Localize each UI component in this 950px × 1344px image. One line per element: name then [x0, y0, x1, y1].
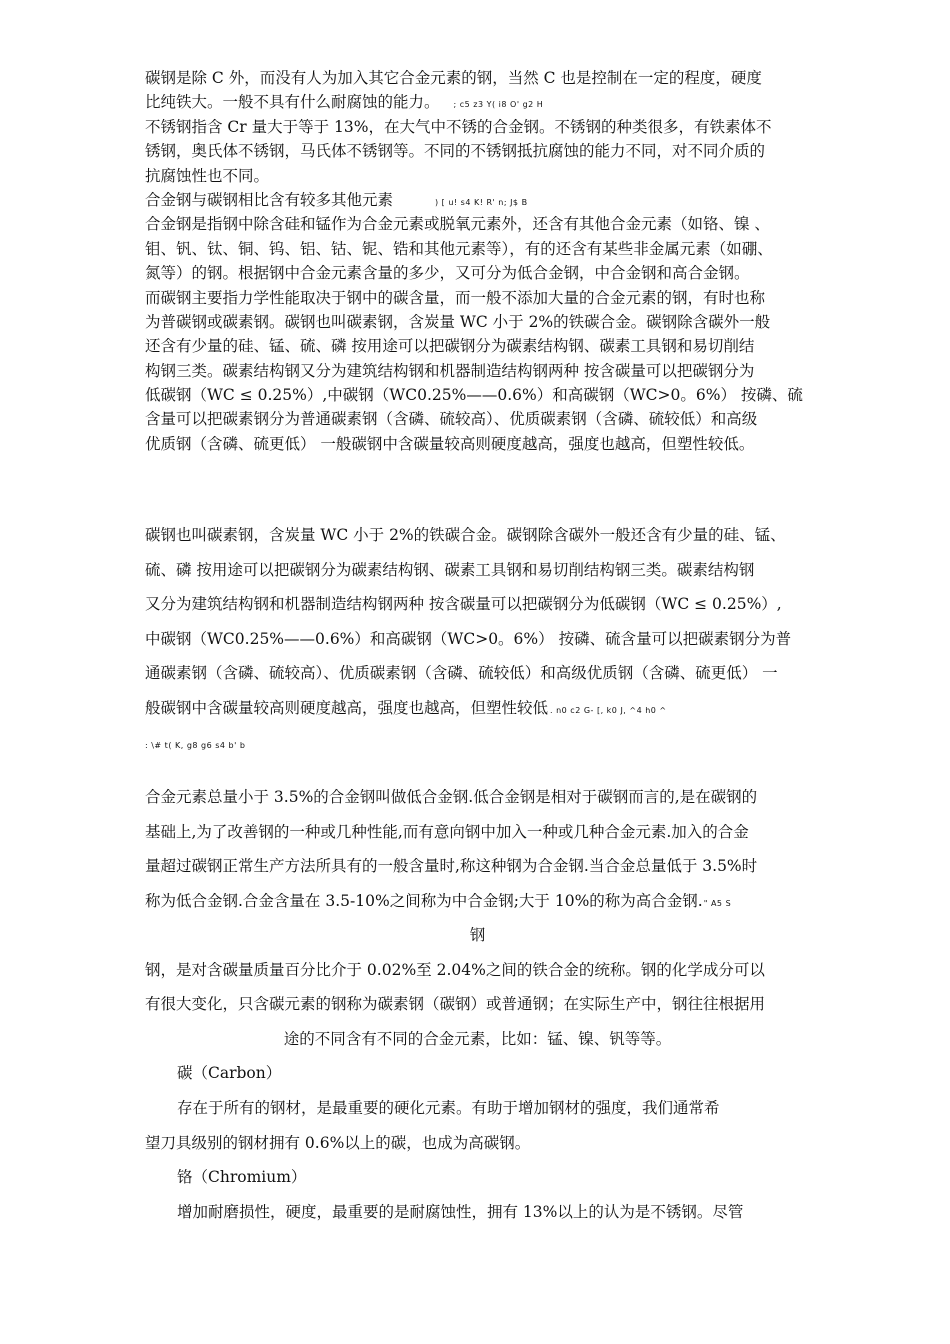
- text-line: 称为低合金钢.合金含量在 3.5-10%之间称为中合金钢;大于 10%的称为高合金钢." A5 S: [145, 891, 732, 910]
- text-line: 硫、磷 按用途可以把碳钢分为碳素结构钢、碳素工具钢和易切削结构钢三类。碳素结构钢: [145, 560, 755, 579]
- text-line: 通碳素钢（含磷、硫较高）、优质碳素钢（含磷、硫较低）和高级优质钢（含磷、硫更低） 一: [145, 664, 778, 683]
- text-line: 增加耐磨损性，硬度，最重要的是耐腐蚀性，拥有 13%以上的认为是不锈钢。尽管: [177, 1202, 744, 1221]
- text-line: 量超过碳钢正常生产方法所具有的一般含量时,称这种钢为合金钢.当合金总量低于 3.5%时: [145, 857, 758, 876]
- noise-text: : \# t( K, g8 g6 s4 b' b: [145, 740, 246, 750]
- text-line: 途的不同含有不同的合金元素，比如：锰、镍、钒等等。: [283, 1029, 672, 1048]
- text-line: 基础上,为了改善钢的一种或几种性能,而有意向钢中加入一种或几种合金元素.加入的合金: [145, 822, 749, 841]
- noise-text: " A5 S: [703, 898, 732, 908]
- text-line: 低碳钢（WC ≤ 0.25%）,中碳钢（WC0.25%——0.6%）和高碳钢（WC>0。6%） 按磷、硫: [145, 386, 803, 405]
- paragraph-block-2: [145, 518, 810, 760]
- text-line: 优质钢（含磷、硫更低） 一般碳钢中含碳量较高则硬度越高，强度也越高，但塑性较低。: [145, 434, 755, 453]
- text-line: 还含有少量的硅、锰、硫、磷 按用途可以把碳钢分为碳素结构钢、碳素工具钢和易切削结: [145, 337, 755, 356]
- subheading-chromium: 铬（Chromium）: [177, 1168, 307, 1187]
- text-line: 存在于所有的钢材，是最重要的硬化元素。有助于增加钢材的强度，我们通常希: [177, 1098, 720, 1117]
- text-line: 为普碳钢或碳素钢。碳钢也叫碳素钢，含炭量 WC 小于 2%的铁碳合金。碳钢除含碳外一般: [145, 312, 771, 331]
- text-line: 比纯铁大。一般不具有什么耐腐蚀的能力。 ; c5 z3 Y( i8 O' g2 H: [145, 93, 544, 112]
- paragraph-block-3: [145, 780, 810, 918]
- text-line: 中碳钢（WC0.25%——0.6%）和高碳钢（WC>0。6%） 按磷、硫含量可以把碳素钢分为普: [145, 629, 792, 648]
- paragraph-block-1: [145, 66, 810, 456]
- text-line: 构钢三类。碳素结构钢又分为建筑结构钢和机器制造结构钢两种 按含碳量可以把碳钢分为: [145, 361, 755, 380]
- text-line: 又分为建筑结构钢和机器制造结构钢两种 按含碳量可以把碳钢分为低碳钢（WC ≤ 0.25%）,: [145, 595, 782, 614]
- text-line: 望刀具级别的钢材拥有 0.6%以上的碳，也成为高碳钢。: [145, 1133, 531, 1152]
- text-line: 钢，是对含碳量质量百分比介于 0.02%至 2.04%之间的铁合金的统称。钢的化学成分可以: [145, 960, 765, 979]
- text-line: 而碳钢主要指力学性能取决于钢中的碳含量，而一般不添加大量的合金元素的钢，有时也称: [145, 288, 766, 307]
- text-line: 锈钢，奥氏体不锈钢，马氏体不锈钢等。不同的不锈钢抵抗腐蚀的能力不同，对不同介质的: [145, 142, 766, 161]
- text-line: 碳钢也叫碳素钢，含炭量 WC 小于 2%的铁碳合金。碳钢除含碳外一般还含有少量的硅、锰、: [145, 526, 786, 544]
- text-line: 钼、钒、钛、铜、钨、铝、钴、铌、锆和其他元素等），有的还含有某些非金属元素（如硼、: [145, 239, 773, 258]
- text-line: 碳钢是除 C 外，而没有人为加入其它合金元素的钢，当然 C 也是控制在一定的程度，硬度: [145, 69, 762, 87]
- text-line: 不锈钢指含 Cr 量大于等于 13%，在大气中不锈的合金钢。不锈钢的种类很多，有铁素体不: [145, 117, 772, 136]
- noise-text: ) [ u! s4 K! R' n; J$ B: [435, 197, 528, 207]
- section-heading: 钢: [469, 926, 486, 944]
- text-line: 合金钢与碳钢相比含有较多其他元素 ) [ u! s4 K! R' n; J$ B: [145, 190, 528, 209]
- text-line: 氮等）的钢。根据钢中合金元素含量的多少，又可分为低合金钢，中合金钢和高合金钢。: [145, 264, 750, 283]
- text-line: 合金元素总量小于 3.5%的合金钢叫做低合金钢.低合金钢是相对于碳钢而言的,是在碳钢的: [145, 788, 758, 806]
- text-line: 抗腐蚀性也不同。: [145, 166, 270, 185]
- text-line: [145, 726, 810, 761]
- text-line: 含量可以把碳素钢分为普通碳素钢（含磷、硫较高）、优质碳素钢（含磷、硫较低）和高级: [145, 410, 758, 429]
- text-line: 合金钢是指钢中除含硅和锰作为合金元素或脱氧元素外，还含有其他合金元素（如铬、镍 、: [145, 215, 770, 234]
- text-line: 般碳钢中含碳量较高则硬度越高，强度也越高，但塑性较低 . n0 c2 G- [, k0 J, ^4 h0 ^: [145, 698, 667, 717]
- paragraph-block-4: [145, 918, 810, 1229]
- subheading-carbon: 碳（Carbon）: [177, 1064, 282, 1083]
- noise-text: ; c5 z3 Y( i8 O' g2 H: [453, 100, 544, 110]
- text-line: 有很大变化，只含碳元素的钢称为碳素钢（碳钢）或普通钢；在实际生产中，钢往往根据用: [145, 995, 766, 1014]
- noise-text: . n0 c2 G- [, k0 J, ^4 h0 ^: [550, 705, 667, 715]
